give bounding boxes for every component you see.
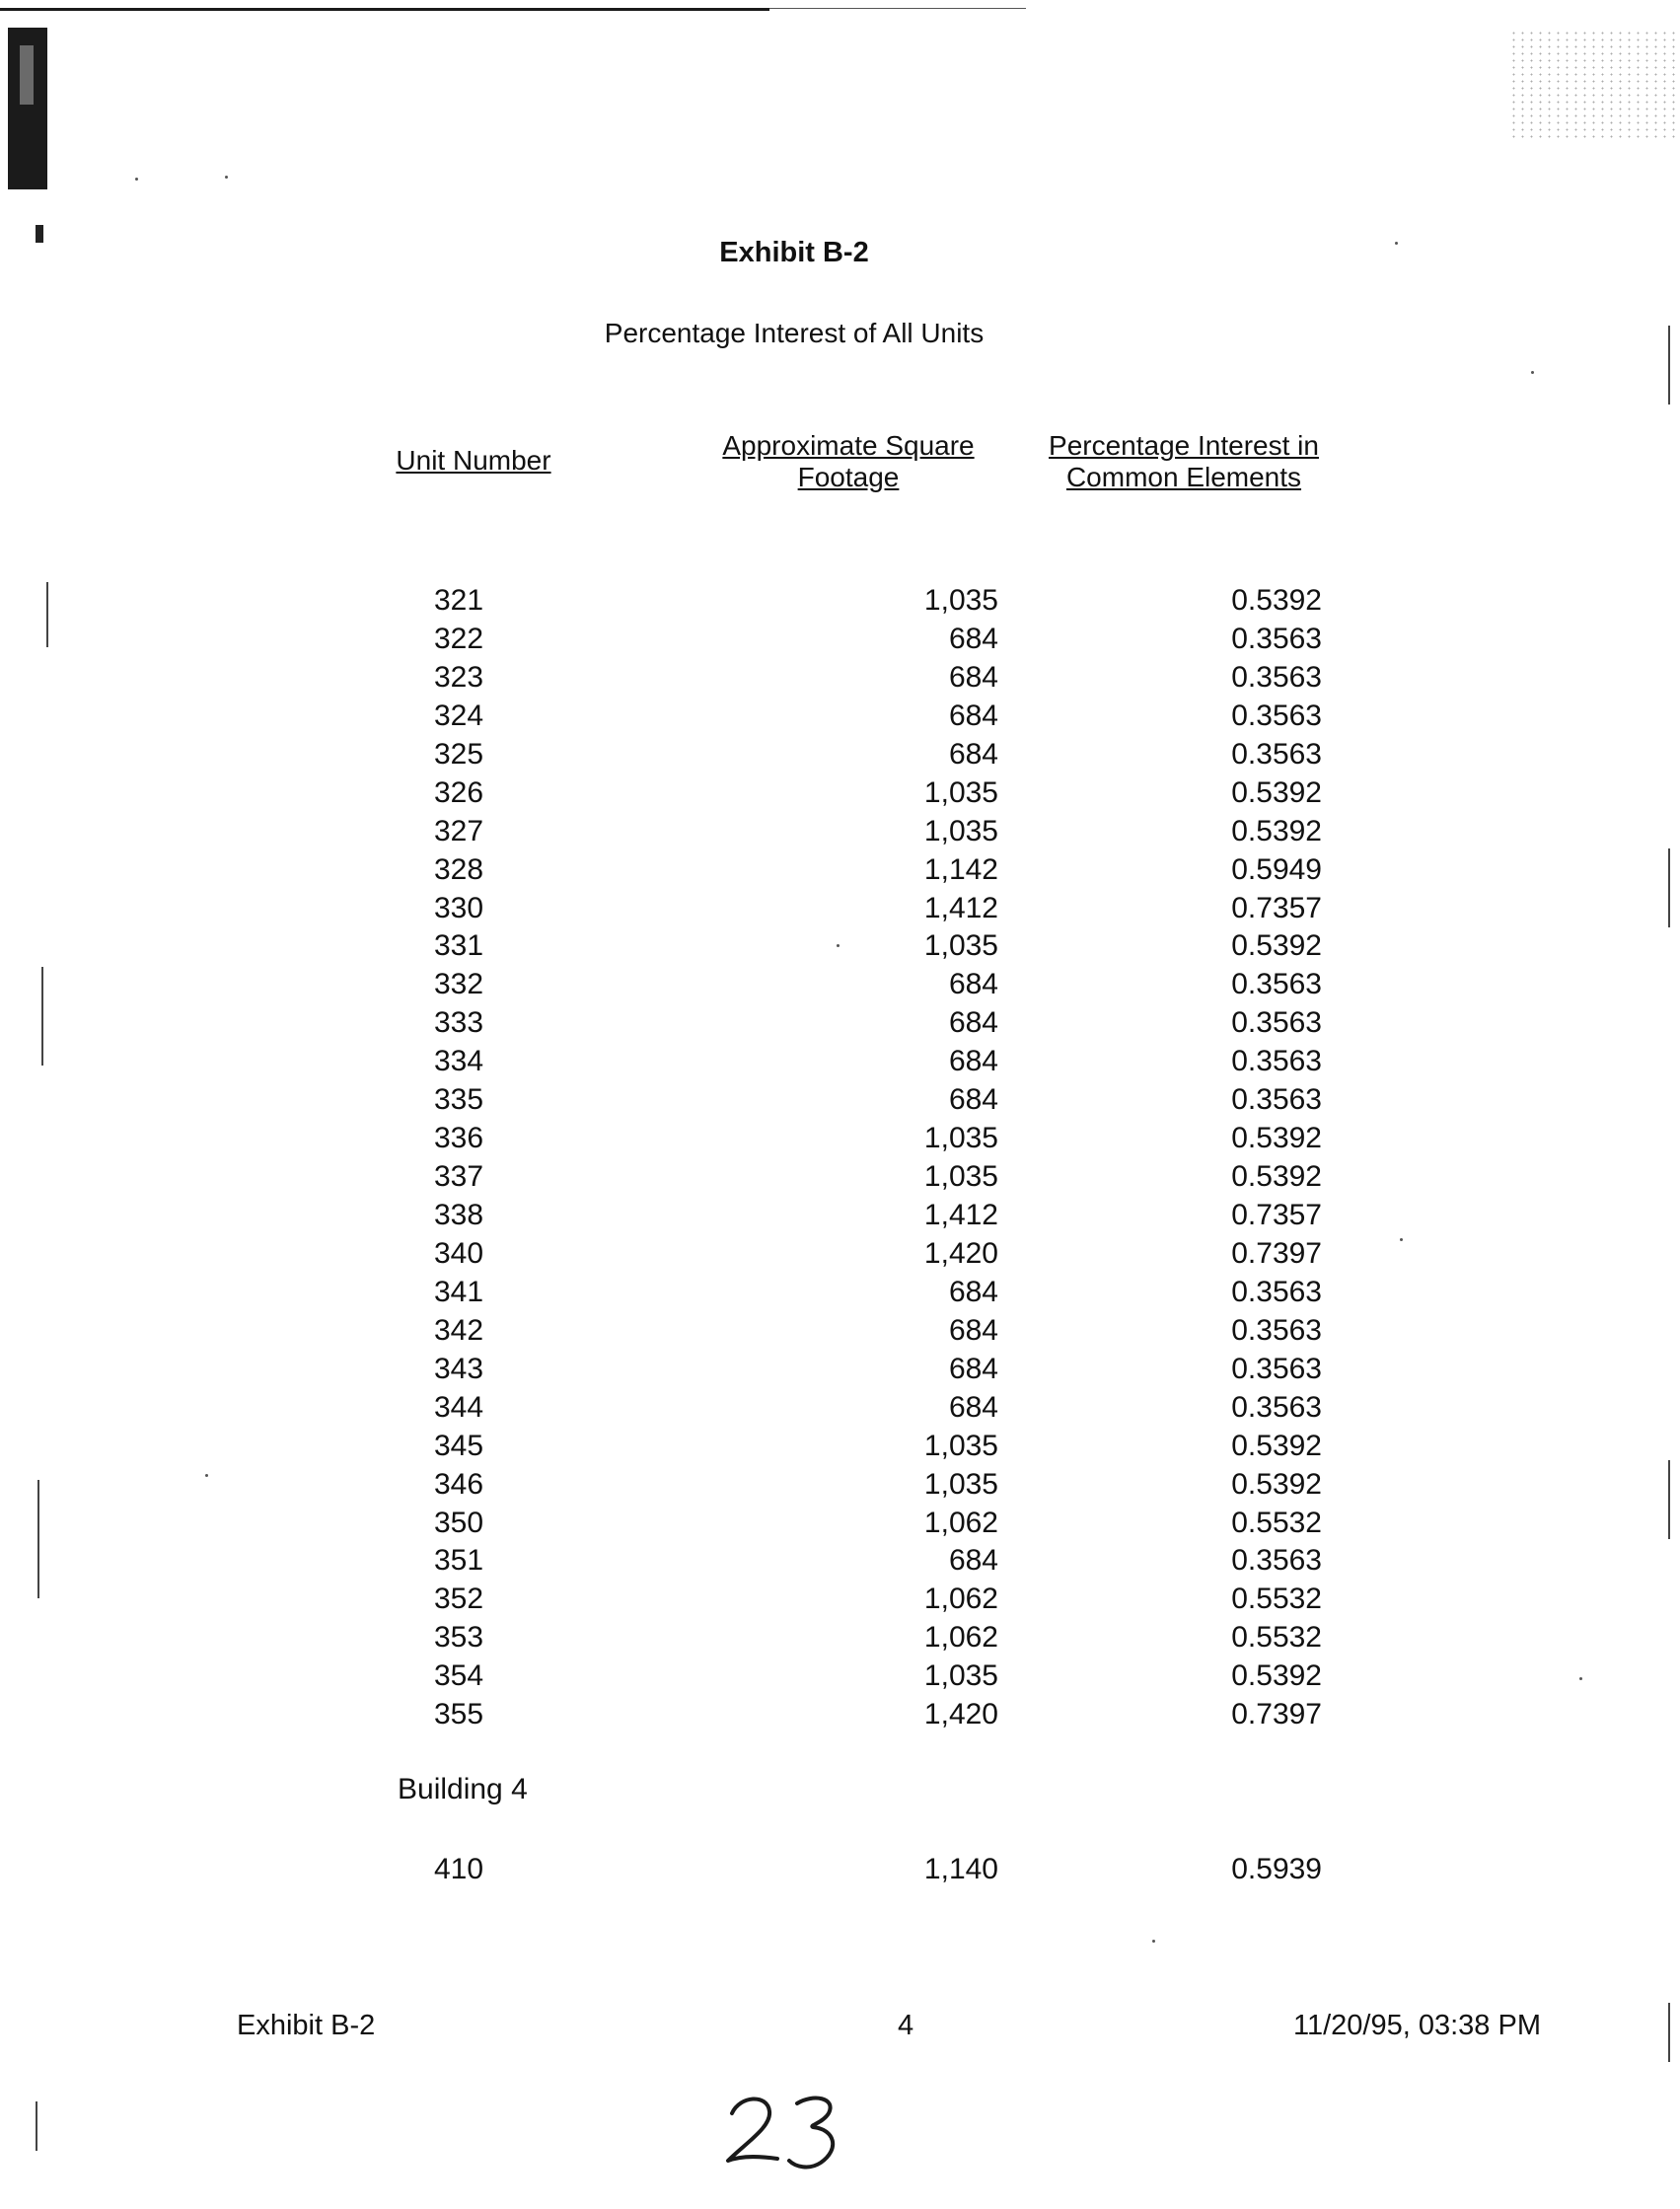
table-row [0, 1466, 1680, 1505]
unit-number-cell: 322 [434, 622, 484, 655]
table-row [0, 1581, 1680, 1619]
percentage-interest-cell: 0.5532 [1231, 1583, 1322, 1616]
square-footage-cell: 1,035 [923, 1160, 998, 1194]
table-row [0, 966, 1680, 1004]
percentage-interest-cell: 0.5392 [1231, 1122, 1322, 1155]
square-footage-cell: 1,035 [923, 814, 998, 847]
unit-number-cell: 341 [434, 1275, 484, 1308]
percentage-interest-cell: 0.5939 [1231, 1853, 1322, 1885]
square-footage-cell: 684 [948, 1006, 998, 1040]
units-table [0, 582, 1680, 1734]
percentage-interest-cell: 0.3563 [1231, 1275, 1322, 1308]
unit-number-cell: 345 [434, 1429, 484, 1462]
square-footage-cell: 684 [948, 1352, 998, 1385]
footer-exhibit-label: Exhibit B-2 [237, 2010, 376, 2041]
square-footage-cell: 684 [948, 699, 998, 732]
percentage-interest-cell: 0.7357 [1231, 891, 1322, 924]
percentage-interest-cell: 0.7397 [1231, 1236, 1322, 1270]
unit-number-cell: 335 [434, 1083, 484, 1117]
header-pct-line2: Common Elements [1065, 462, 1302, 492]
table-row [0, 851, 1680, 890]
scan-edge-line [36, 2101, 37, 2151]
table-row [0, 1235, 1680, 1274]
unit-number-cell: 323 [434, 660, 484, 694]
unit-number-cell: 343 [434, 1352, 484, 1385]
unit-number-cell: 342 [434, 1313, 484, 1347]
scan-speck [135, 178, 138, 181]
percentage-interest-cell: 0.3563 [1231, 1006, 1322, 1040]
table-row [0, 890, 1680, 928]
table-row [0, 659, 1680, 698]
square-footage-cell: 1,140 [923, 1853, 998, 1885]
table-row [0, 1851, 1680, 1889]
unit-number-cell: 344 [434, 1390, 484, 1424]
square-footage-cell: 1,035 [923, 1122, 998, 1155]
percentage-interest-cell: 0.3563 [1231, 1390, 1322, 1424]
percentage-interest-cell: 0.7397 [1231, 1698, 1322, 1731]
percentage-interest-cell: 0.3563 [1231, 1083, 1322, 1117]
scan-edge-line [1668, 326, 1670, 405]
scan-speck [225, 176, 228, 179]
square-footage-cell: 684 [948, 1275, 998, 1308]
square-footage-cell: 1,035 [923, 1429, 998, 1462]
unit-number-cell: 327 [434, 814, 484, 847]
square-footage-cell: 684 [948, 737, 998, 771]
table-row [0, 1197, 1680, 1235]
unit-number-cell: 340 [434, 1236, 484, 1270]
unit-number-cell: 326 [434, 775, 484, 809]
table-row [0, 1004, 1680, 1043]
table-row [0, 1274, 1680, 1312]
header-unit-text: Unit Number [396, 445, 551, 476]
document-subtitle: Percentage Interest of All Units [604, 318, 985, 348]
binder-mark [8, 28, 47, 189]
table-row [0, 582, 1680, 621]
unit-number-cell: 354 [434, 1659, 484, 1693]
column-header-unit-number [375, 445, 572, 477]
percentage-interest-cell: 0.5392 [1231, 1467, 1322, 1501]
percentage-interest-cell: 0.3563 [1231, 1313, 1322, 1347]
header-sqft-line2: Footage [797, 462, 900, 492]
unit-number-cell: 333 [434, 1006, 484, 1040]
column-header-square-footage [691, 430, 1006, 493]
table-row [0, 1158, 1680, 1197]
square-footage-cell: 1,062 [923, 1583, 998, 1616]
table-row [0, 1542, 1680, 1581]
table-row [0, 1619, 1680, 1657]
square-footage-cell: 1,035 [923, 1659, 998, 1693]
table-row [0, 1312, 1680, 1351]
unit-number-cell: 355 [434, 1698, 484, 1731]
table-row [0, 1351, 1680, 1389]
square-footage-cell: 1,035 [923, 584, 998, 617]
percentage-interest-cell: 0.5532 [1231, 1506, 1322, 1539]
square-footage-cell: 1,412 [923, 891, 998, 924]
table-row [0, 813, 1680, 851]
unit-number-cell: 338 [434, 1199, 484, 1231]
unit-number-cell: 352 [434, 1583, 484, 1616]
percentage-interest-cell: 0.3563 [1231, 1045, 1322, 1078]
percentage-interest-cell: 0.5392 [1231, 584, 1322, 617]
unit-number-cell: 332 [434, 968, 484, 1001]
unit-number-cell: 324 [434, 699, 484, 732]
percentage-interest-cell: 0.7357 [1231, 1199, 1322, 1231]
table-row [0, 621, 1680, 659]
header-pct-line1: Percentage Interest in [1049, 430, 1319, 461]
square-footage-cell: 1,035 [923, 775, 998, 809]
square-footage-cell: 684 [948, 1390, 998, 1424]
percentage-interest-cell: 0.3563 [1231, 660, 1322, 694]
unit-number-cell: 410 [434, 1853, 484, 1885]
unit-number-cell: 346 [434, 1467, 484, 1501]
square-footage-cell: 1,062 [923, 1621, 998, 1655]
table-row [0, 1389, 1680, 1428]
table-row [0, 1505, 1680, 1543]
percentage-interest-cell: 0.5949 [1231, 852, 1322, 886]
header-sqft-line1: Approximate Square [722, 430, 975, 461]
table-row [0, 927, 1680, 966]
percentage-interest-cell: 0.3563 [1231, 968, 1322, 1001]
square-footage-cell: 1,412 [923, 1199, 998, 1231]
building-4-label: Building 4 [398, 1773, 528, 1805]
percentage-interest-cell: 0.5392 [1231, 1160, 1322, 1194]
scan-edge-line [1668, 2003, 1670, 2062]
unit-number-cell: 351 [434, 1544, 484, 1578]
percentage-interest-cell: 0.3563 [1231, 1544, 1322, 1578]
column-header-percentage-interest [1001, 430, 1366, 493]
square-footage-cell: 684 [948, 968, 998, 1001]
percentage-interest-cell: 0.3563 [1231, 1352, 1322, 1385]
percentage-interest-cell: 0.3563 [1231, 699, 1322, 732]
unit-number-cell: 331 [434, 929, 484, 963]
footer-timestamp: 11/20/95, 03:38 PM [1293, 2010, 1541, 2041]
percentage-interest-cell: 0.5392 [1231, 775, 1322, 809]
footer-page-number: 4 [898, 2010, 914, 2041]
scan-noise [1509, 30, 1677, 138]
table-row [0, 698, 1680, 736]
table-row [0, 1120, 1680, 1158]
unit-number-cell: 321 [434, 584, 484, 617]
table-row [0, 736, 1680, 774]
table-row [0, 1657, 1680, 1696]
square-footage-cell: 684 [948, 1313, 998, 1347]
table-row [0, 1043, 1680, 1081]
percentage-interest-cell: 0.5392 [1231, 814, 1322, 847]
square-footage-cell: 1,062 [923, 1506, 998, 1539]
handwritten-page-number [710, 2072, 868, 2180]
square-footage-cell: 1,035 [923, 1467, 998, 1501]
unit-number-cell: 330 [434, 891, 484, 924]
square-footage-cell: 684 [948, 1083, 998, 1117]
percentage-interest-cell: 0.5392 [1231, 1659, 1322, 1693]
unit-number-cell: 336 [434, 1122, 484, 1155]
square-footage-cell: 1,420 [923, 1236, 998, 1270]
scan-top-rule [0, 8, 769, 11]
percentage-interest-cell: 0.3563 [1231, 622, 1322, 655]
percentage-interest-cell: 0.5532 [1231, 1621, 1322, 1655]
percentage-interest-cell: 0.5392 [1231, 1429, 1322, 1462]
square-footage-cell: 684 [948, 1544, 998, 1578]
square-footage-cell: 1,420 [923, 1698, 998, 1731]
square-footage-cell: 684 [948, 622, 998, 655]
unit-number-cell: 350 [434, 1506, 484, 1539]
unit-number-cell: 328 [434, 852, 484, 886]
square-footage-cell: 1,142 [923, 852, 998, 886]
unit-number-cell: 337 [434, 1160, 484, 1194]
percentage-interest-cell: 0.3563 [1231, 737, 1322, 771]
unit-number-cell: 325 [434, 737, 484, 771]
scan-speck [1152, 1940, 1155, 1943]
square-footage-cell: 684 [948, 1045, 998, 1078]
scan-speck [1531, 371, 1534, 374]
unit-number-cell: 334 [434, 1045, 484, 1078]
table-row [0, 1428, 1680, 1466]
table-row [0, 1696, 1680, 1734]
square-footage-cell: 1,035 [923, 929, 998, 963]
unit-number-cell: 353 [434, 1621, 484, 1655]
document-title: Exhibit B-2 [719, 237, 869, 268]
scan-top-rule-thin [769, 8, 1026, 9]
table-row [0, 774, 1680, 813]
percentage-interest-cell: 0.5392 [1231, 929, 1322, 963]
square-footage-cell: 684 [948, 660, 998, 694]
table-row [0, 1081, 1680, 1120]
